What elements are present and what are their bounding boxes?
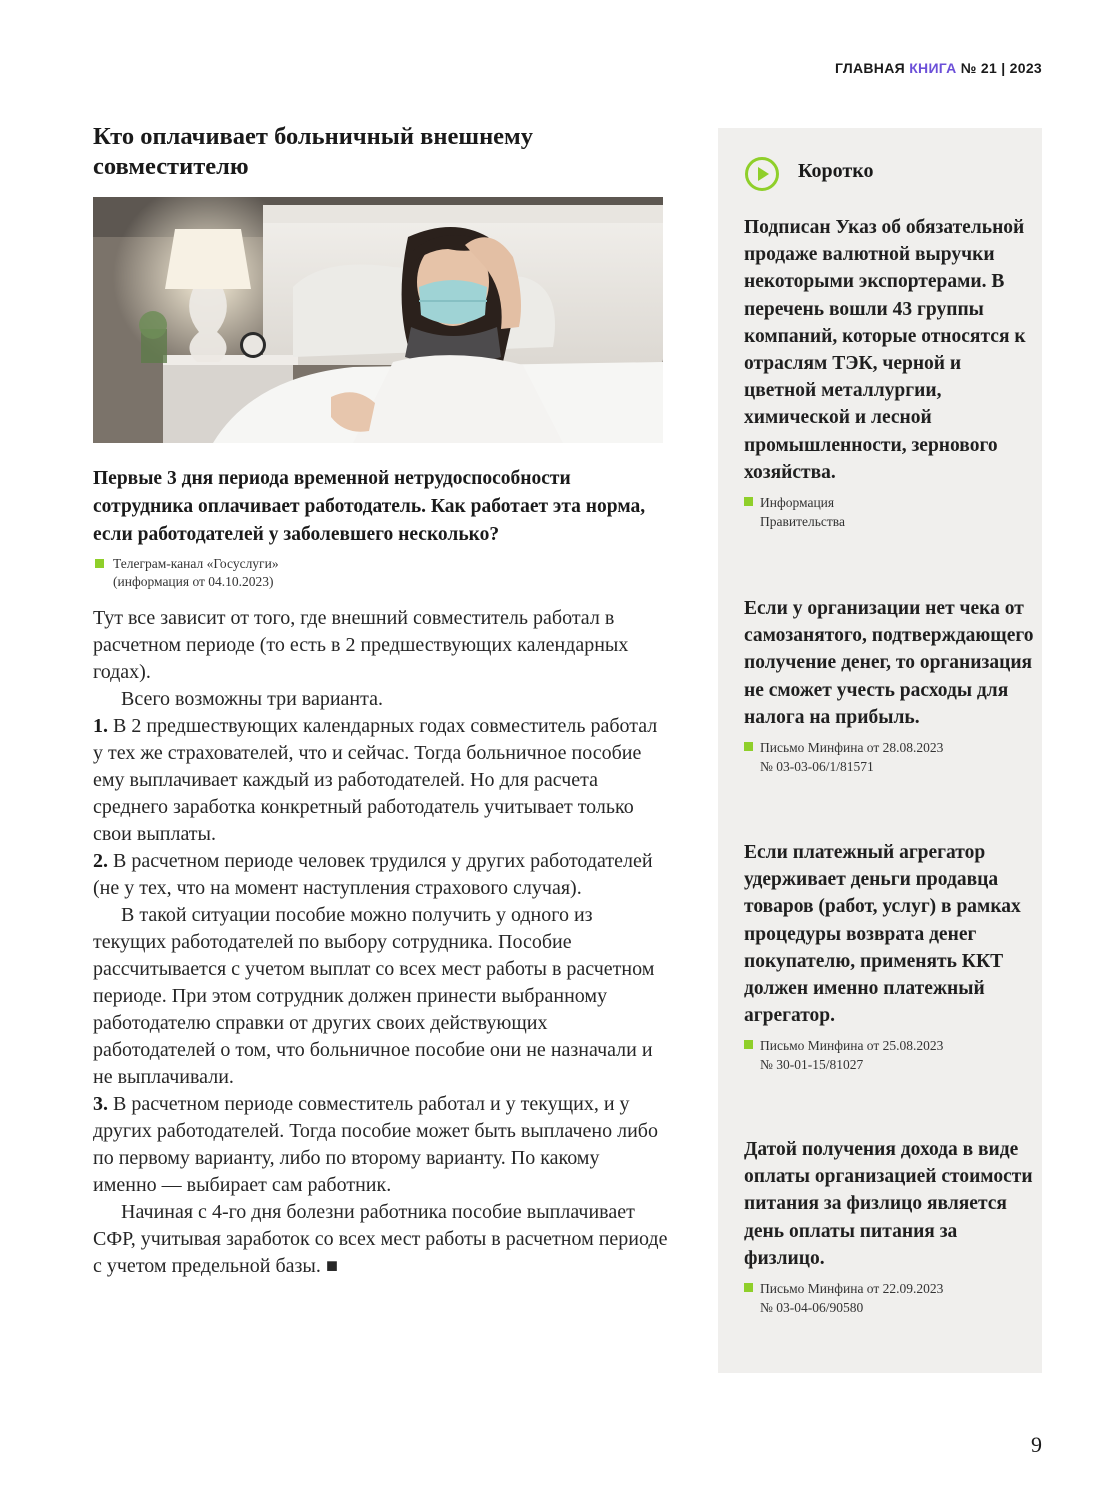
sidebar-heading xyxy=(744,156,874,192)
body-paragraph: Всего возможны три варианта. xyxy=(121,688,383,710)
list-item-2 xyxy=(93,848,668,902)
article-source-line1: Телеграм-канал «Госуслуги» xyxy=(113,556,279,571)
sidebar-news-source-line1: Письмо Минфина от 22.09.2023 xyxy=(760,1281,944,1297)
sidebar-news-item xyxy=(744,214,1034,531)
sidebar-news-source xyxy=(744,1279,1034,1317)
article-lead: Первые 3 дня периода временной нетрудоспособности сотрудника оплачивает работодатель. Как работает эта норма, если работодателей у заболевшего несколько? xyxy=(93,468,646,545)
list-item-2-text: В расчетном периоде человек трудился у других работодателей (не у тех, что на момент наступления страхового случая). xyxy=(93,850,653,899)
final-paragraph-text: Начиная с 4-го дня болезни работника пособие выплачивает СФР, учитывая заработок со всех мест работы в расчетном периоде с учетом предельной базы. xyxy=(93,1201,668,1277)
article-photo xyxy=(93,197,663,443)
list-item-1-text: В 2 предшествующих календарных годах совместитель работал у тех же страхователей, что и сейчас. Тогда больничное пособие ему выплачивает каждый из работодателей. Но для расчета среднего заработка конкретный работодатель учитывает только свои выплаты. xyxy=(93,715,658,845)
article xyxy=(93,122,668,1280)
sidebar-news-item xyxy=(744,595,1034,776)
sick-woman-illustration xyxy=(93,197,663,443)
brand-name-part1: ГЛАВНАЯ xyxy=(834,60,905,76)
list-item-3-text: В расчетном периоде совместитель работал и у текущих, и у других работодателей. Тогда пособие может быть выплачено либо по первому варианту, либо по второму варианту. По какому именно — выбирает сам работник. xyxy=(93,1093,658,1196)
brand-name-part2: КНИГА xyxy=(909,60,957,76)
sidebar-news-source-line2: № 03-03-06/1/81571 xyxy=(760,759,874,775)
sidebar-news-source-line1: Информация xyxy=(760,495,835,511)
sidebar-news-source-line2: № 30-01-15/81027 xyxy=(760,1057,864,1073)
body-paragraph: Тут все зависит от того, где внешний совместитель работал в расчетном периоде (то есть в 2 предшествующих календарных годах). xyxy=(93,607,629,683)
sidebar-news-source xyxy=(744,1036,1034,1074)
sidebar-news-source xyxy=(744,493,1034,531)
article-title: Кто оплачивает больничный внешнему совместителю xyxy=(93,123,533,180)
end-mark: ■ xyxy=(325,1255,338,1277)
sidebar-news-source-line1: Письмо Минфина от 25.08.2023 xyxy=(760,1038,944,1054)
sidebar-news-text: Подписан Указ об обязательной продаже валютной выручки некоторыми экспортерами. В перечень вошли 43 группы компаний, которые относятся к отраслям ТЭК, черной и цветной металлургии, химической и лесной промышленности, зернового хозяйства. xyxy=(744,217,1026,483)
body-paragraph-final xyxy=(93,1199,668,1280)
list-item-1 xyxy=(93,713,668,848)
sidebar-news-text: Датой получения дохода в виде оплаты организацией стоимости питания за физлицо является день оплаты питания за физлицо. xyxy=(744,1139,1033,1269)
article-source xyxy=(93,555,668,591)
article-body xyxy=(93,605,668,1280)
play-circle-icon xyxy=(744,156,780,192)
list-item-2-number: 2. xyxy=(93,850,108,872)
sidebar-news-item xyxy=(744,839,1034,1074)
running-header xyxy=(835,60,1042,76)
sidebar-news-source-line2: Правительства xyxy=(760,514,845,530)
sidebar-news-source-line2: № 03-04-06/90580 xyxy=(760,1300,864,1316)
article-source-line2: (информация от 04.10.2023) xyxy=(113,574,274,589)
list-item-3 xyxy=(93,1091,668,1199)
list-item-1-number: 1. xyxy=(93,715,108,737)
issue-number: № 21 | 2023 xyxy=(960,60,1042,76)
sidebar-news-text: Если у организации нет чека от самозанятого, подтверждающего получение денег, то организация не сможет учесть расходы для налога на прибыль. xyxy=(744,598,1034,728)
sidebar-news-source xyxy=(744,738,1034,776)
body-paragraph: В такой ситуации пособие можно получить у одного из текущих работодателей по выбору сотрудника. Пособие рассчитывается с учетом выплат со всех мест работы в расчетном периоде. При этом сотрудник должен принести выбранному работодателю справки от других своих действующих работодателей о том, что больничное пособие они не назначали и не выплачивали. xyxy=(93,904,655,1088)
sidebar-briefly xyxy=(718,128,1042,1373)
sidebar-news-source-line1: Письмо Минфина от 28.08.2023 xyxy=(760,740,944,756)
sidebar-heading-label: Коротко xyxy=(798,160,874,182)
sidebar-news-item xyxy=(744,1136,1034,1317)
sidebar-news-text: Если платежный агрегатор удерживает деньги продавца товаров (работ, услуг) в рамках процедуры возврата денег покупателю, применять ККТ должен именно платежный агрегатор. xyxy=(744,842,1021,1027)
list-item-3-number: 3. xyxy=(93,1093,108,1115)
page-number: 9 xyxy=(1031,1432,1042,1457)
